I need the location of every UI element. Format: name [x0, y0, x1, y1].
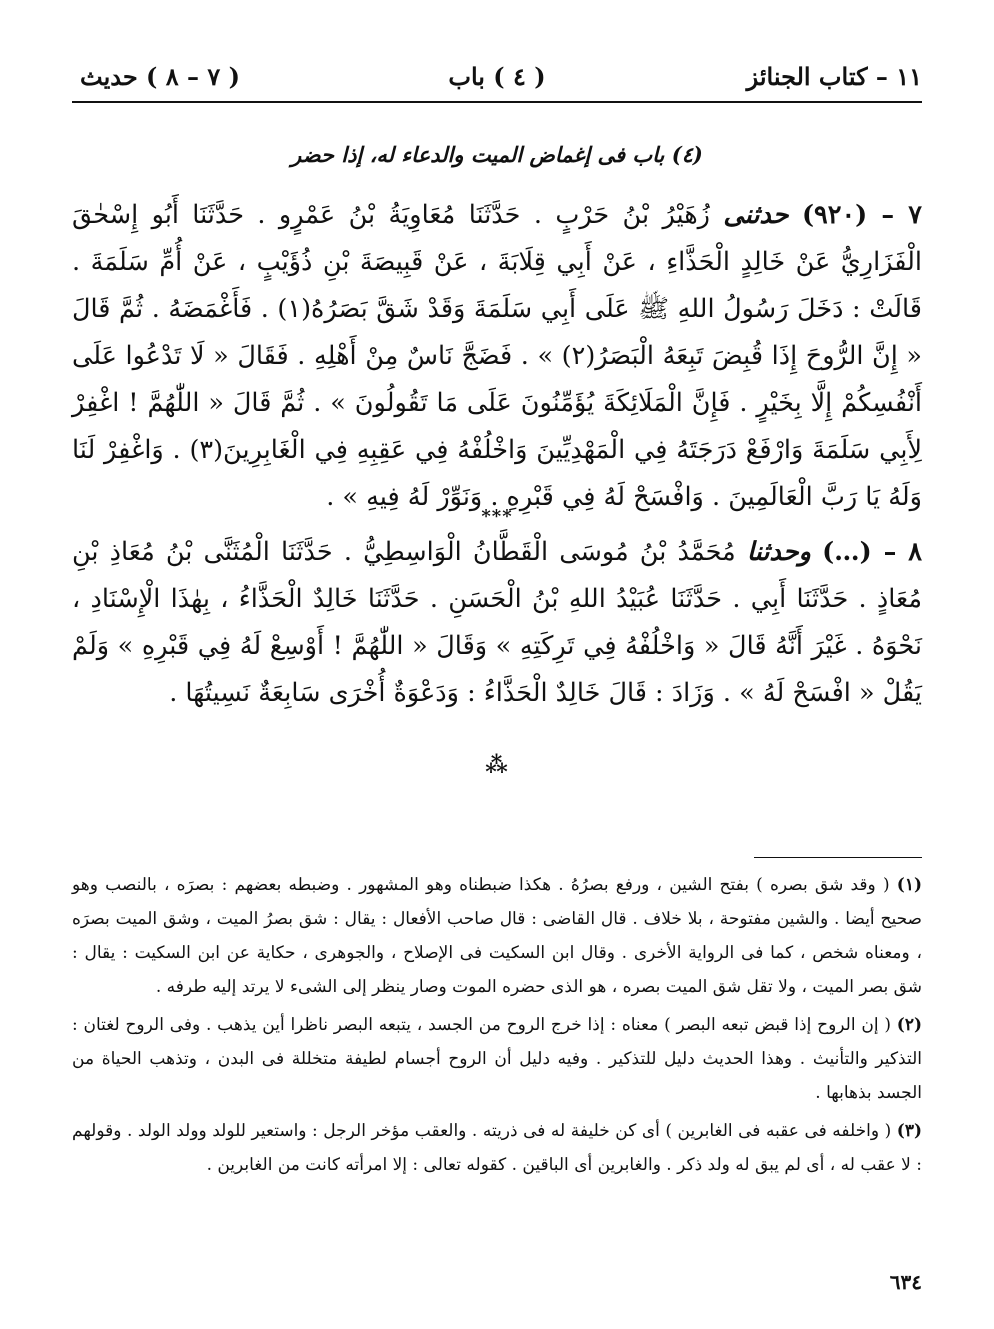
footnote-text: ( وقد شق بصره ) بفتح الشين ، ورفع بصرُهُ . هكذا ضبطناه وهو المشهور . وضبطه بعضهم : بصرَه ، بالنصب وهو صحيح أيضا . والشين مفتوحة ، بلا خلاف . قال القاضى : قال صاحب الأفعال : يقال : شق بصرُ الميت ، وشق الميت بصرَه ، ومعناه شخص ، كما فى الرواية الأخرى . وقال ابن السكيت فى الإصلاح ، والجوهرى ، حكاية عن ابن السكيت : يقال : شق بصر الميت ، ولا تقل شق الميت بصره ، هو الذى حضره الموت وصار ينظر إلى الشىء لا يرتد إليه طرفه .	[72, 875, 922, 997]
hadith-number: ٧ – (٩٢٠)	[801, 200, 922, 230]
header-chapter-number: ( ٤ ) باب	[448, 62, 546, 91]
section-separator: ***	[481, 506, 513, 527]
chapter-title: (٤) باب فى إغماض الميت والدعاء له، إذا حضر	[291, 142, 703, 167]
footnote-text: ( إن الروح إذا قبض تبعه البصر ) معناه : إذا خرج الروح من الجسد ، يتبعه البصر ناظرا أين يذهب . وفى الروح لغتان : التذكير والتأنيث . وهذا الحديث دليل للتذكير . وفيه دليل أن الروح أجسام لطيفة متخللة فى البدن ، وتذهب الحياة من الجسد بذهابها .	[72, 1015, 922, 1103]
hadith-text: مُحَمَّدُ بْنُ مُوسَى الْقَطَّانُ الْوَاسِطِيُّ . حَدَّثَنَا الْمُثَنَّى بْنُ مُعَاذِ بْنِ مُعَاذٍ . حَدَّثَنَا أَبِي . حَدَّثَنَا عُبَيْدُ اللهِ بْنُ الْحَسَنِ . حَدَّثَنَا خَالِدٌ الْحَذَّاءُ ، بِهٰذَا الْإِسْنَادِ ، نَحْوَهُ . غَيْرَ أَنَّهُ قَالَ « وَاخْلُفْهُ فِي تَرِكَتِهِ » وَقَالَ « اللّٰهُمَّ ! أَوْسِعْ لَهُ فِي قَبْرِهِ » وَلَمْ يَقُلْ « افْسَحْ لَهُ » . وَزَادَ : قَالَ خَالِدٌ الْحَذَّاءُ : وَدَعْوَةٌ أُخْرَى سَابِعَةٌ نَسِيتُهَا .	[72, 537, 922, 708]
hadith-intro-word: وحدثنا	[746, 537, 811, 567]
hadith-paragraph	[72, 529, 922, 717]
footnote	[72, 1008, 922, 1110]
running-header	[72, 60, 922, 100]
footnote-number: (٣)	[896, 1121, 922, 1141]
footnotes	[72, 868, 922, 1186]
header-book-title: ١١ – كتاب الجنائز	[746, 62, 922, 91]
footnote-number: (٢)	[896, 1015, 922, 1035]
page-number: ٦٣٤	[889, 1270, 922, 1294]
header-rule	[72, 101, 922, 103]
footnote-text: ( واخلفه فى عقبه فى الغابرين ) أى كن خليفة له فى ذريته . والعقب مؤخر الرجل : واستعير للولد وولد الولد . وقولهم : لا عقب له ، أى لم يبق له ولد ذكر . والغابرين أى الباقين . كقوله تعالى : إلا امرأته كانت من الغابرين .	[72, 1121, 922, 1175]
header-hadith-range: ( ٧ – ٨ ) حديث	[80, 62, 240, 91]
hadith-intro-word: حدثنى	[723, 200, 789, 230]
footnote	[72, 1114, 922, 1182]
footnote-rule	[754, 857, 922, 858]
footnote	[72, 868, 922, 1004]
hadith-text: زُهَيْرُ بْنُ حَرْبٍ . حَدَّثَنَا مُعَاوِيَةُ بْنُ عَمْرٍو . حَدَّثَنَا أَبُو إِسْحٰقَ الْفَزَارِيُّ عَنْ خَالِدٍ الْحَذَّاءِ ، عَنْ أَبِي قِلَابَةَ ، عَنْ قَبِيصَةَ بْنِ ذُؤَيْبٍ ، عَنْ أُمِّ سَلَمَةَ . قَالَتْ : دَخَلَ رَسُولُ اللهِ ﷺ عَلَى أَبِي سَلَمَةَ وَقَدْ شَقَّ بَصَرُهُ(١) . فَأَغْمَضَهُ . ثُمَّ قَالَ « إِنَّ الرُّوحَ إِذَا قُبِضَ تَبِعَهُ الْبَصَرُ(٢) » . فَضَجَّ نَاسٌ مِنْ أَهْلِهِ . فَقَالَ « لَا تَدْعُوا عَلَى أَنْفُسِكُمْ إِلَّا بِخَيْرٍ . فَإِنَّ الْمَلَائِكَةَ يُؤَمِّنُونَ عَلَى مَا تَقُولُونَ » . ثُمَّ قَالَ « اللّٰهُمَّ ! اغْفِرْ لِأَبِي سَلَمَةَ وَارْفَعْ دَرَجَتَهُ فِي الْمَهْدِيِّينَ وَاخْلُفْهُ فِي عَقِبِهِ فِي الْغَابِرِينَ(٣) . وَاغْفِرْ لَنَا وَلَهُ يَا رَبَّ الْعَالَمِينَ . وَافْسَحْ لَهُ فِي قَبْرِهِ . وَنَوِّرْ لَهُ فِيهِ » .	[72, 200, 923, 512]
end-ornament: ⁂	[485, 752, 509, 778]
hadith-number: ٨ – (…)	[822, 537, 922, 567]
hadith-paragraph	[72, 192, 922, 521]
footnote-number: (١)	[896, 875, 922, 895]
